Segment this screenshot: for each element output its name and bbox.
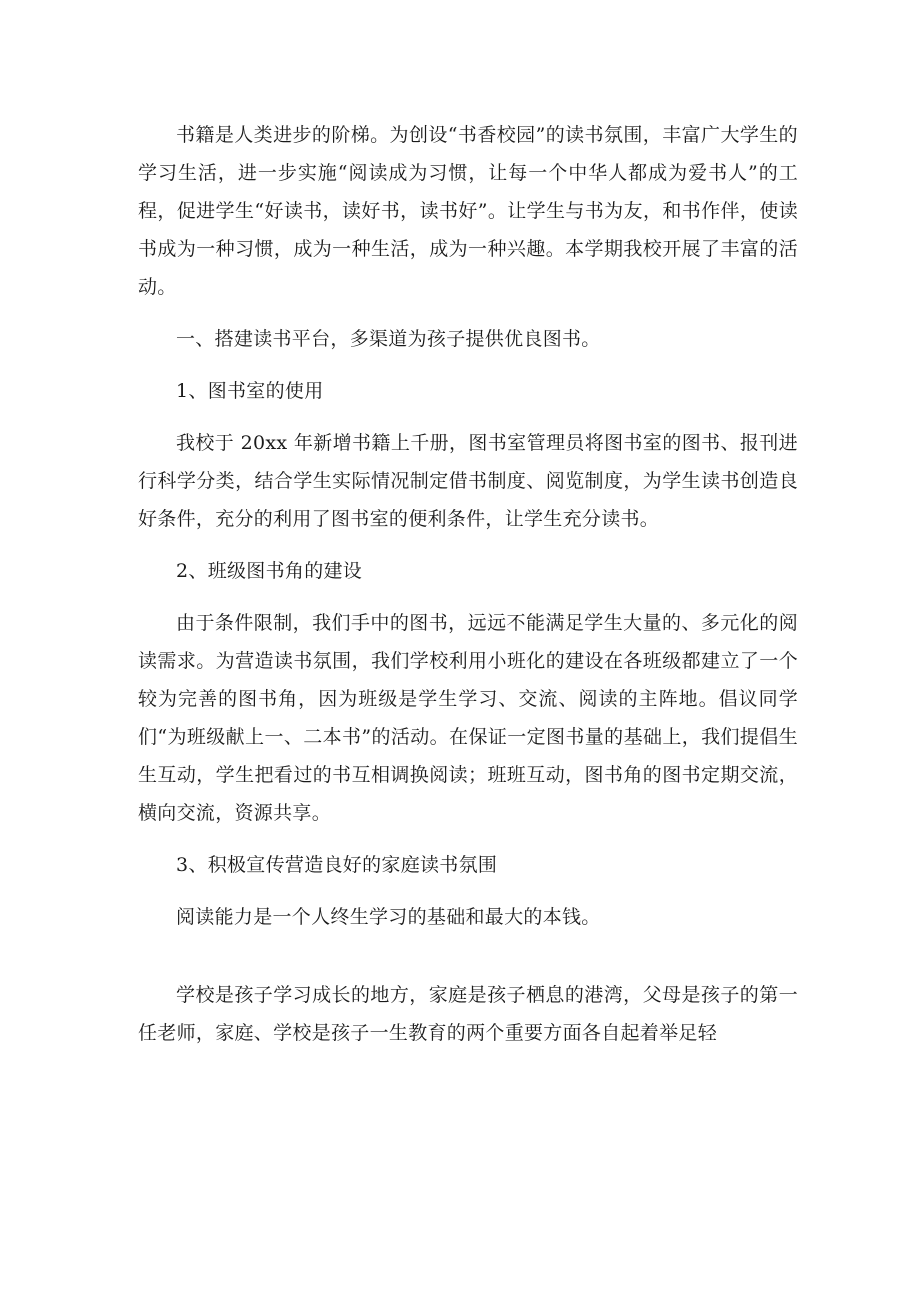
subsection-2-heading: 2、班级图书角的建设 (176, 560, 363, 582)
subsection-3-paragraph: 阅读能力是一个人终生学习的基础和最大的本钱。 (176, 906, 601, 928)
closing-paragraph: 学校是孩子学习成长的地方，家庭是孩子栖息的港湾，父母是孩子的第一任老师，家庭、学校是孩子一生教育的两个重要方面各自起着举足轻 (138, 984, 798, 1044)
subsection-1-heading: 1、图书室的使用 (176, 380, 324, 402)
section-1-heading: 一、搭建读书平台，多渠道为孩子提供优良图书。 (176, 328, 601, 350)
subsection-2-paragraph: 由于条件限制，我们手中的图书，远远不能满足学生大量的、多元化的阅读需求。为营造读书氛围，我们学校利用小班化的建设在各班级都建立了一个较为完善的图书角，因为班级是学生学习、交流、阅读的主阵地。倡议同学们“为班级献上一、二本书”的活动。在保证一定图书量的基础上，我们提倡生生互动，学生把看过的书互相调换阅读；班班互动，图书角的图书定期交流，横向交流，资源共享。 (138, 612, 798, 824)
intro-paragraph: 书籍是人类进步的阶梯。为创设“书香校园”的读书氛围，丰富广大学生的学习生活，进一步实施“阅读成为习惯，让每一个中华人都成为爱书人”的工程，促进学生“好读书，读好书，读书好”。让学生与书为友，和书作伴，使读书成为一种习惯，成为一种生活，成为一种兴趣。本学期我校开展了丰富的活动。 (138, 124, 798, 298)
subsection-3-heading: 3、积极宣传营造良好的家庭读书氛围 (176, 854, 498, 876)
document-body (138, 116, 798, 1052)
subsection-1-paragraph: 我校于 20xx 年新增书籍上千册，图书室管理员将图书室的图书、报刊进行科学分类，结合学生实际情况制定借书制度、阅览制度，为学生读书创造良好条件，充分的利用了图书室的便利条件，让学生充分读书。 (138, 432, 798, 530)
